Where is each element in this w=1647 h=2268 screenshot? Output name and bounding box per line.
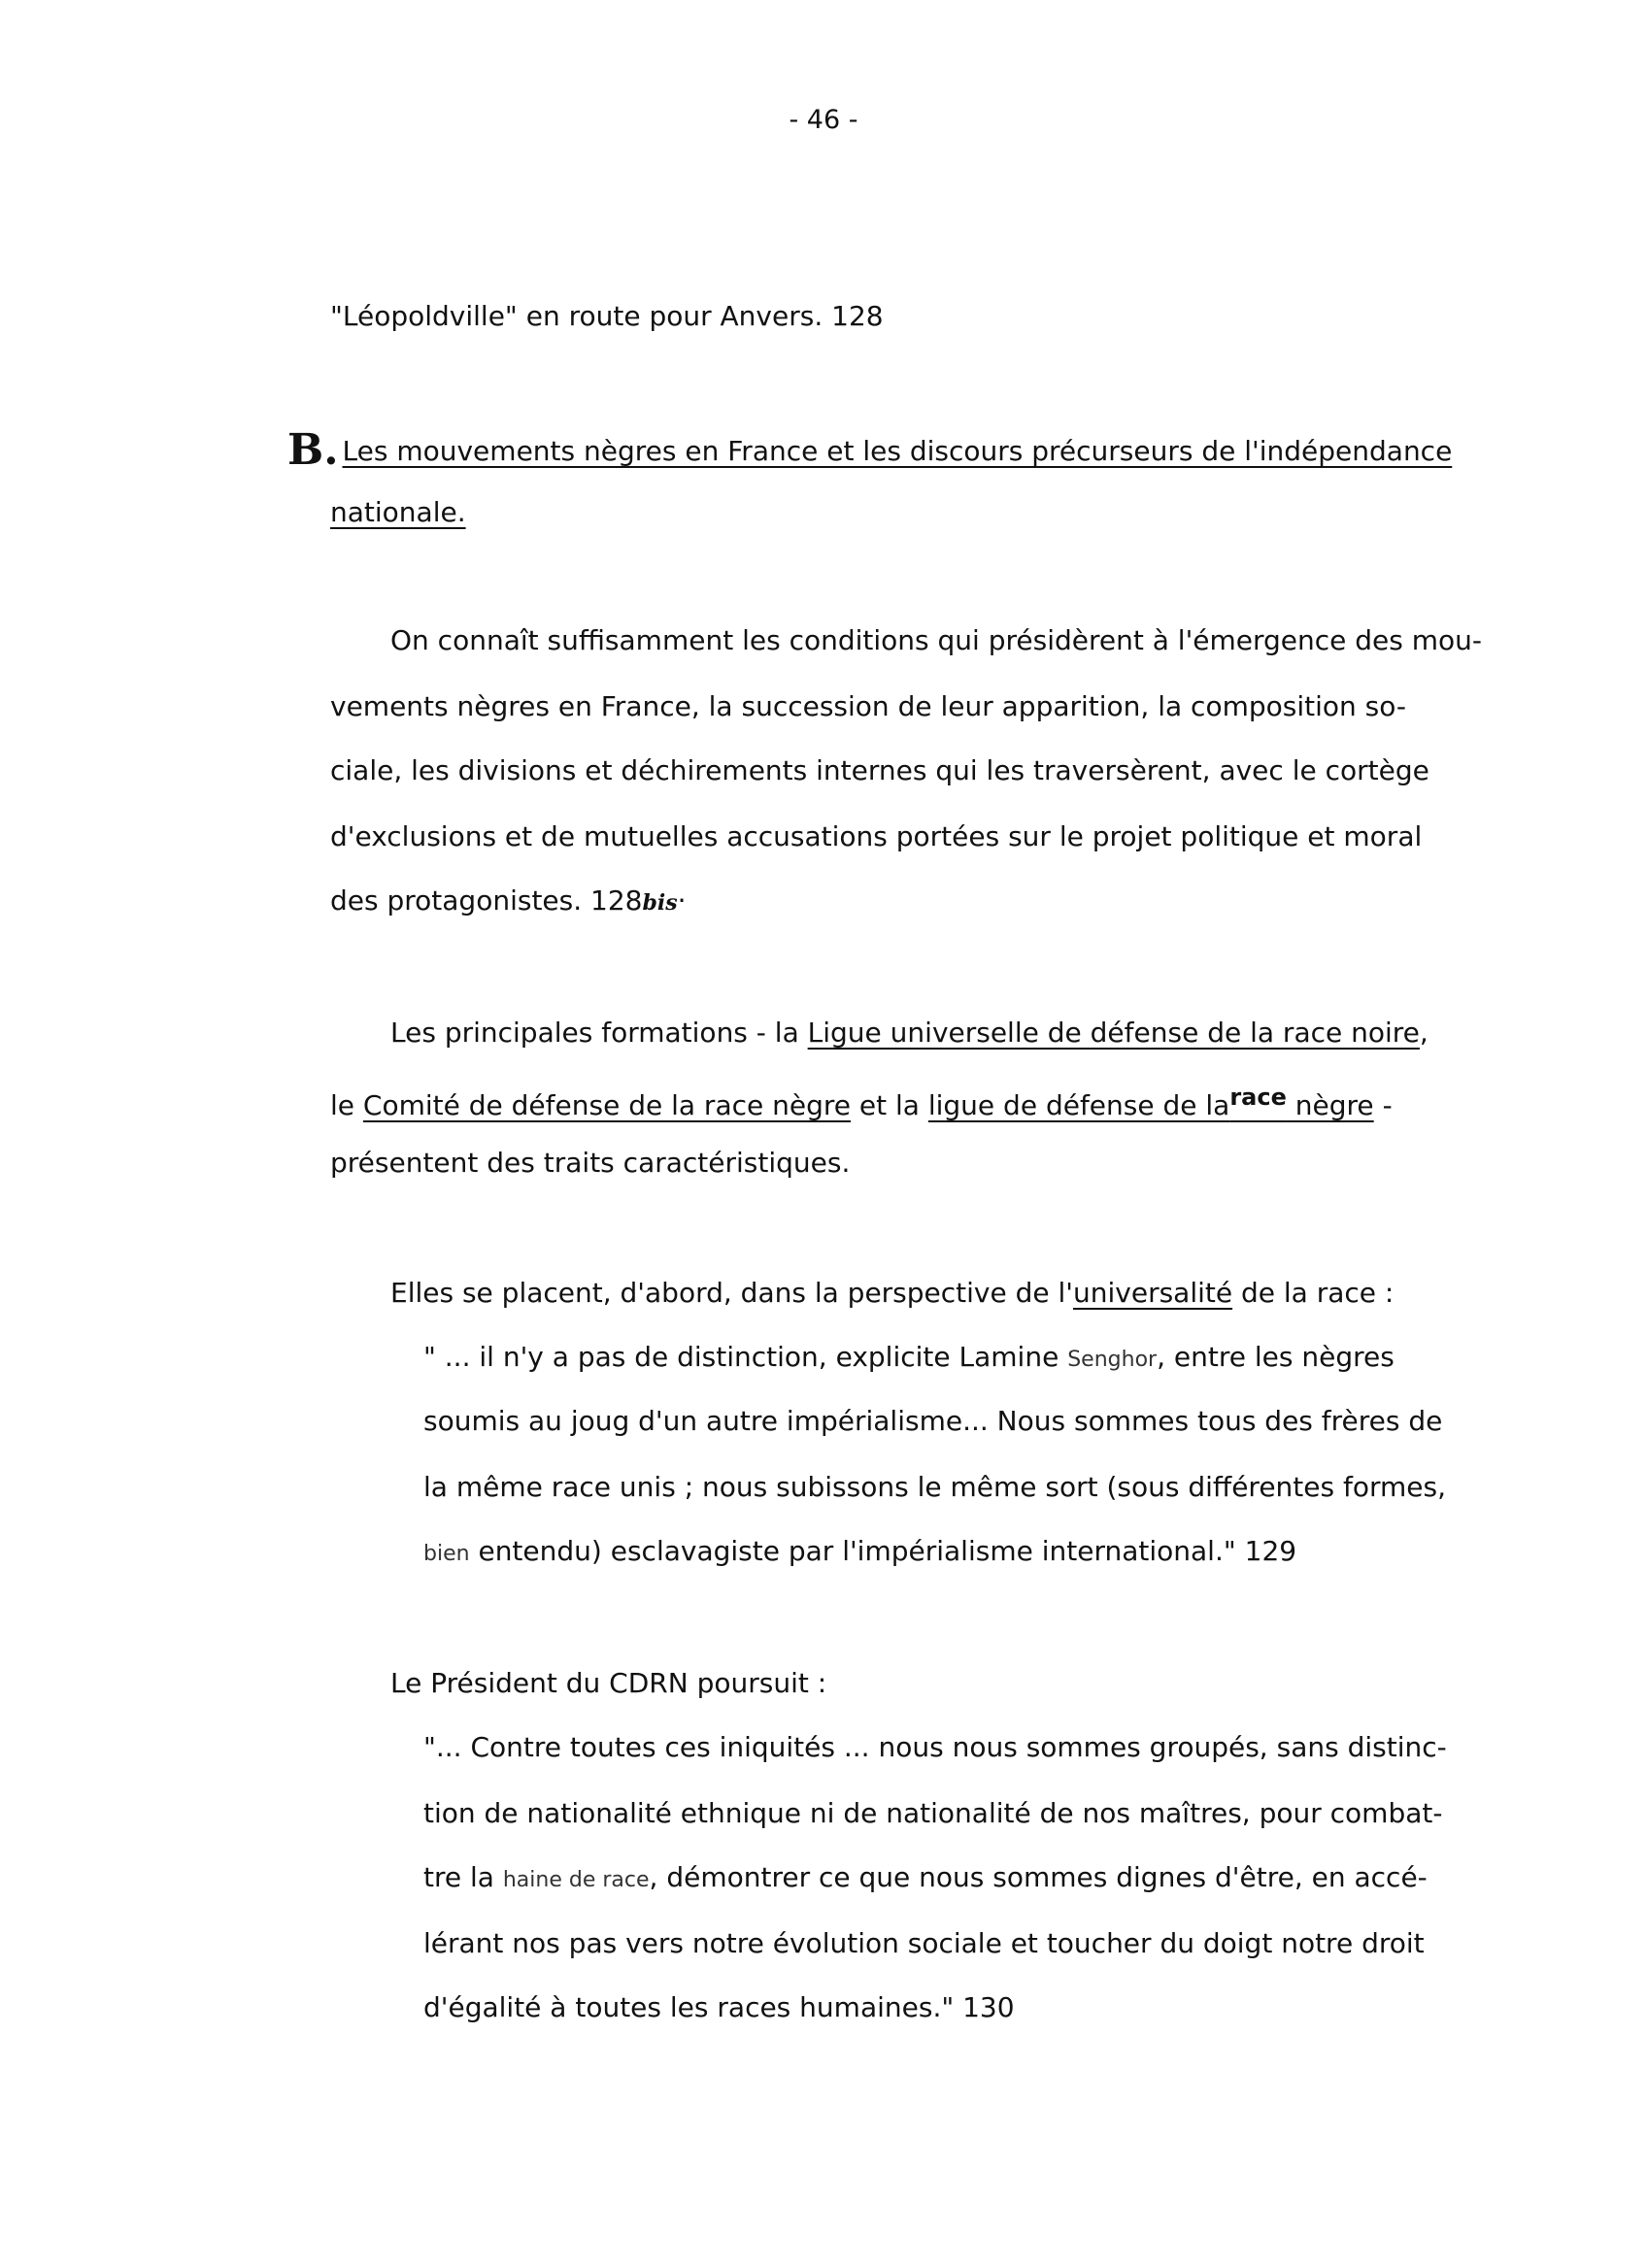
para2-punct: , — [1419, 1017, 1429, 1049]
para4-intro: Le Président du CDRN poursuit : — [390, 1667, 827, 1699]
para2-line3: présentent des traits caractéristiques. — [330, 1147, 851, 1179]
footnote-dot: · — [677, 884, 687, 917]
org-ligue-defense — [927, 1084, 1374, 1121]
org-ligue-race-insert: race — [1229, 1084, 1287, 1111]
page-number: - 46 - — [789, 105, 858, 135]
org-ligue-part3: nègre — [1286, 1089, 1374, 1121]
para1-line4: d'exclusions et de mutuelles accusations portées sur le projet politique et moral — [330, 820, 1423, 852]
quote-text: " ... il n'y a pas de distinction, explicite Lamine — [423, 1341, 1068, 1373]
quote2-line4: lérant nos pas vers notre évolution sociale et toucher du doigt notre droit — [423, 1927, 1425, 1959]
para2-text: et la — [851, 1089, 928, 1121]
quote1-line2: soumis au joug d'un autre impérialisme... Nous sommes tous des frères de — [423, 1405, 1443, 1437]
para3-text: Elles se placent, d'abord, dans la perspective de l' — [390, 1277, 1073, 1309]
para1-line1: On connaît suffisamment les conditions qui présidèrent à l'émergence des mou- — [390, 624, 1483, 656]
quote2-line1: "... Contre toutes ces iniquités ... nous nous sommes groupés, sans distinc- — [423, 1731, 1447, 1763]
quote2-line2: tion de nationalité ethnique ni de nationalité de nos maîtres, pour combat- — [423, 1797, 1443, 1829]
quote-text: , entre les nègres — [1157, 1341, 1395, 1373]
bien-word: bien — [423, 1542, 470, 1566]
quote-text: , démontrer ce que nous sommes dignes d'être, en accé- — [649, 1861, 1428, 1893]
quote1-line4 — [423, 1534, 1296, 1572]
para1-line5-text: des protagonistes. 128 — [330, 884, 643, 917]
quote2-line3 — [423, 1860, 1428, 1898]
para1-line2: vements nègres en France, la succession de leur apparition, la composition so- — [330, 690, 1407, 722]
para2-line1 — [390, 1016, 1429, 1051]
para2-text: le — [330, 1089, 363, 1121]
quote1-line1 — [423, 1340, 1395, 1378]
para3-text: de la race : — [1232, 1277, 1395, 1309]
quote1-line3: la même race unis ; nous subissons le même sort (sous différentes formes, — [423, 1471, 1446, 1503]
org-ligue-part1: ligue de défense de la — [927, 1089, 1230, 1121]
section-heading — [287, 425, 1453, 475]
quote2-line5: d'égalité à toutes les races humaines." 130 — [423, 1991, 1015, 2023]
para1-line5 — [330, 884, 687, 920]
section-title-line1: Les mouvements nègres en France et les discours précurseurs de l'indépendance — [342, 435, 1453, 467]
para2-punct: - — [1373, 1089, 1393, 1121]
haine-de-race: haine de race — [502, 1868, 650, 1892]
top-line: "Léopoldville" en route pour Anvers. 128 — [330, 300, 884, 332]
org-comite-defense: Comité de défense de la race nègre — [362, 1089, 851, 1121]
quote-text: entendu) esclavagiste par l'impérialisme international." 129 — [469, 1535, 1297, 1567]
footnote-bis: bis — [642, 890, 678, 916]
section-title-line2: nationale. — [330, 496, 466, 528]
section-marker: B. — [287, 425, 339, 475]
quote-text: tre la — [423, 1861, 503, 1893]
org-ligue-universelle: Ligue universelle de défense de la race noire — [807, 1017, 1420, 1049]
para2-text: Les principales formations - la — [390, 1017, 808, 1049]
para3-intro — [390, 1276, 1394, 1311]
senghor-name: Senghor — [1067, 1348, 1158, 1372]
para1-line3: ciale, les divisions et déchirements internes qui les traversèrent, avec le cortège — [330, 754, 1429, 786]
universalite-term: universalité — [1073, 1277, 1233, 1309]
para2-line2 — [330, 1080, 1393, 1123]
